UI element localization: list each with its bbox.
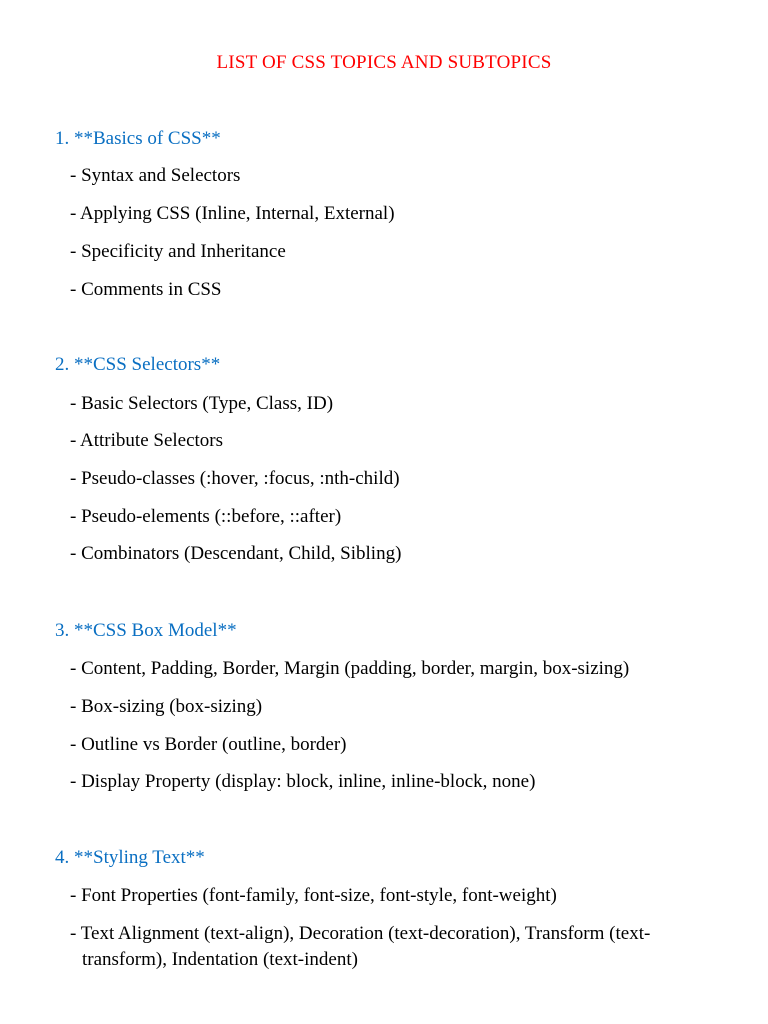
section-heading-styling-text: 4. **Styling Text** (55, 847, 205, 868)
list-item: - Box-sizing (box-sizing) (70, 696, 263, 717)
list-item: - Attribute Selectors (70, 430, 224, 451)
list-item: - Syntax and Selectors (70, 165, 241, 186)
list-item: - Content, Padding, Border, Margin (padding, border, margin, box-sizing) (70, 658, 630, 679)
list-item: - Font Properties (font-family, font-size, font-style, font-weight) (70, 885, 557, 906)
list-item: - Basic Selectors (Type, Class, ID) (70, 393, 334, 414)
list-item: - Specificity and Inheritance (70, 241, 286, 262)
list-item: - Applying CSS (Inline, Internal, External) (70, 203, 395, 224)
list-item: - Display Property (display: block, inline, inline-block, none) (70, 771, 536, 792)
list-item: - Outline vs Border (outline, border) (70, 734, 347, 755)
list-item: - Comments in CSS (70, 279, 222, 300)
list-item: - Pseudo-elements (::before, ::after) (70, 506, 342, 527)
list-item: - Combinators (Descendant, Child, Sibling) (70, 543, 402, 564)
page-title: LIST OF CSS TOPICS AND SUBTOPICS (216, 52, 552, 73)
section-heading-selectors: 2. **CSS Selectors** (55, 354, 221, 375)
list-item: - Text Alignment (text-align), Decoration (text-decoration), Transform (text-transform), Indentation (text-indent) (70, 923, 651, 970)
list-item: - Pseudo-classes (:hover, :focus, :nth-child) (70, 468, 400, 489)
section-heading-basics: 1. **Basics of CSS** (55, 128, 221, 149)
section-heading-box-model: 3. **CSS Box Model** (55, 620, 237, 641)
